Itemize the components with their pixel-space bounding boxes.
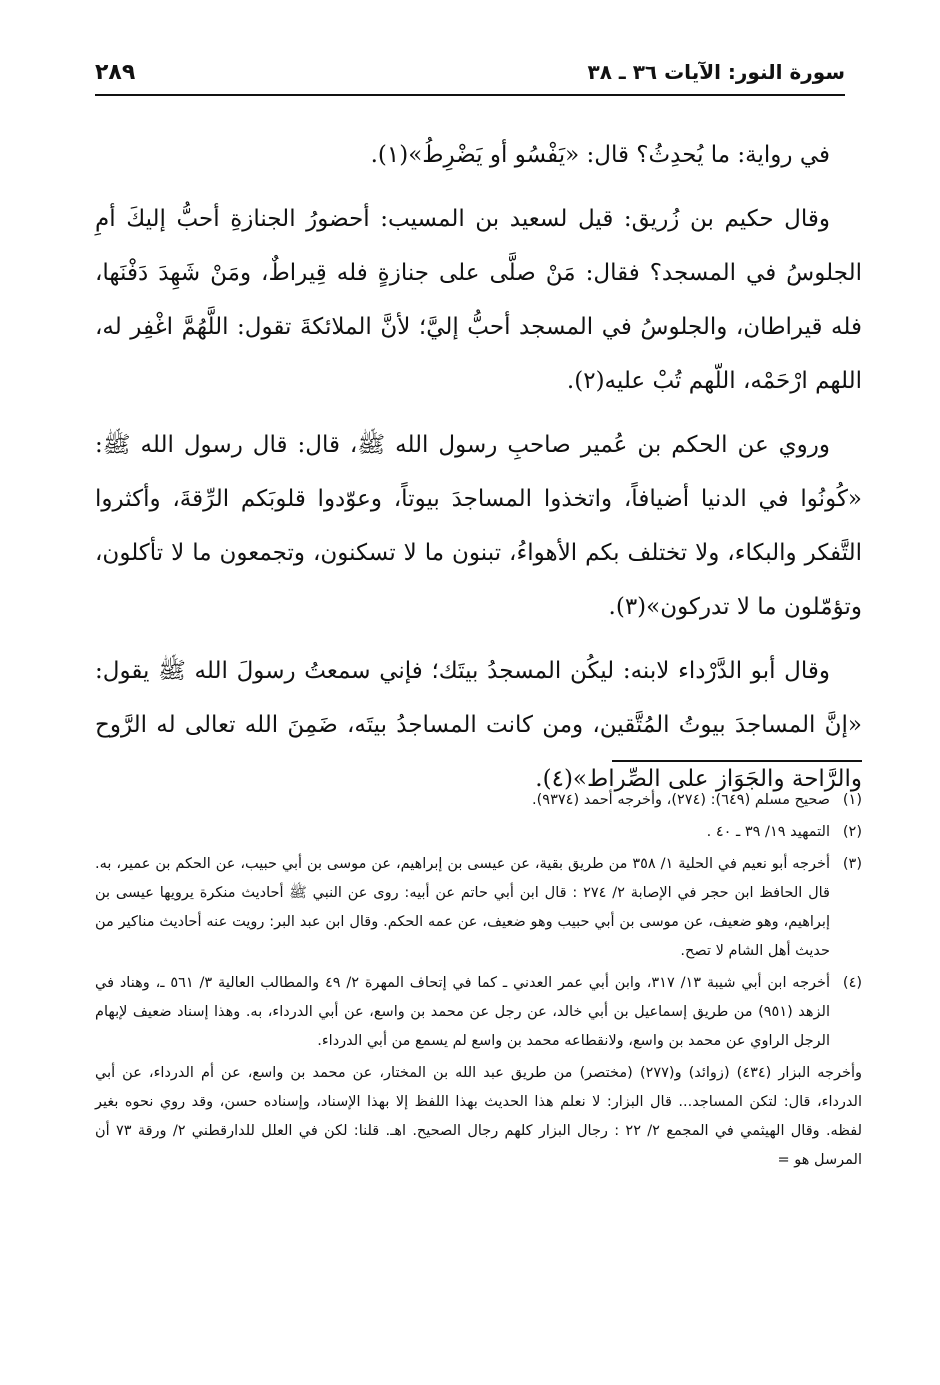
footnote-number: (٣) — [842, 856, 862, 872]
footnote-continuation: وأخرجه البزار (٤٣٤) (زوائد) و(٢٧٧) (مختصر) من طريق عبد الله بن المختار، عن محمد بن واسع، عن أم الدرداء، عن أبي الدرداء، قال: لتكن المساجد... قال البزار: لا نعلم هذا الحديث بهذا اللفظ إلا بهذا الإسناد، وإسناده حسن، وقد روي نحوه بغير لفظه. وقال الهيثمي في المجمع ٢/ ٢٢ : رجال البزار كلهم رجال الصحيح. اهـ. قلنا: لكن في العلل للدارقطني ٢/ ورقة ٧٣ أن المرسل هو = — [95, 1065, 862, 1168]
page-header — [95, 58, 845, 96]
footnote-separator — [612, 760, 862, 762]
footnote — [95, 786, 862, 815]
footnote — [95, 818, 862, 847]
page-number: ٢٨٩ — [95, 60, 136, 85]
footnote-number: (١) — [842, 792, 862, 808]
running-title: سورة النور: الآيات ٣٦ ـ ٣٨ — [587, 60, 845, 84]
footnote — [95, 850, 862, 966]
footnote-text: التمهيد ١٩/ ٣٩ ـ ٤٠ . — [706, 824, 830, 840]
footnote-text: صحيح مسلم (٦٤٩): (٢٧٤)، وأخرجه أحمد (٩٣٧٤). — [532, 792, 830, 808]
footnote-text: أخرجه ابن أبي شيبة ١٣/ ٣١٧، وابن أبي عمر العدني ـ كما في إتحاف المهرة ٢/ ٤٩ والمطالب العالية ٣/ ٥٦١ ـ، وهناد في الزهد (٩٥١) من طريق إسماعيل بن أبي خالد، عن رجل عن محمد بن واسع، عن أبي الدرداء، به. وهذا إسناد ضعيف لإبهام الرجل الراوي عن محمد بن واسع، ولانقطاعه محمد بن واسع لم يسمع من أبي الدرداء. — [95, 975, 831, 1049]
paragraph: وقال أبو الدَّرْداء لابنه: ليكُن المسجدُ بيتَك؛ فإني سمعتُ رسولَ الله ﷺ يقول: «إنَّ المساجدَ بيوتُ المُتَّقين، ومن كانت المساجدُ بيتَه، ضَمِنَ الله تعالى له الرَّوح والرَّاحة والجَوَاز على الصِّراط»(٤). — [95, 658, 862, 792]
paragraph: وقال حكيم بن زُريق: قيل لسعيد بن المسيب: أحضورُ الجنازةِ أحبُّ إليكَ أمِ الجلوسُ في المسجد؟ فقال: مَنْ صلَّى على جنازةٍ فله قِيراطٌ، ومَنْ شَهِدَ دَفْنَها، فله قيراطان، والجلوسُ في المسجد أحبُّ إليَّ؛ لأنَّ الملائكةَ تقول: اللَّهُمَّ اغْفِر له، اللهم ارْحَمْه، اللّهم تُبْ عليه(٢). — [95, 206, 862, 394]
footnote — [95, 969, 862, 1056]
paragraph: في رواية: ما يُحدِثُ؟ قال: «يَفْسُو أو يَضْرِطُ»(١). — [370, 142, 830, 168]
footnote-number: (٢) — [842, 824, 862, 840]
footnote-number: (٤) — [842, 975, 863, 991]
footnotes — [95, 786, 862, 1175]
footnote-text: أخرجه أبو نعيم في الحلية ١/ ٣٥٨ من طريق بقية، عن عيسى بن إبراهيم، عن موسى بن أبي حبيب، عن الحكم بن عمير، به. قال الحافظ ابن حجر في الإصابة ٢/ ٢٧٤ : قال ابن أبي حاتم عن أبيه: روى عن النبي ﷺ أحاديث منكرة يرويها عيسى بن إبراهيم، وهو ضعيف، عن موسى بن أبي حبيب وهو ضعيف، عن عمه الحكم. وقال ابن عبد البر: رويت عنه أحاديث مناكير من حديث أهل الشام لا تصح. — [95, 856, 830, 959]
paragraph: وروي عن الحكم بن عُمير صاحبِ رسول الله ﷺ، قال: قال رسول الله ﷺ: «كُونُوا في الدنيا أضيافاً، واتخذوا المساجدَ بيوتاً، وعوّدوا قلوبَكم الرِّقةَ، وأكثروا التَّفكر والبكاء، ولا تختلف بكم الأهواءُ، تبنون ما لا تسكنون، وتجمعون ما لا تأكلون، وتؤمّلون ما لا تدركون»(٣). — [95, 432, 862, 620]
main-text — [95, 128, 862, 816]
